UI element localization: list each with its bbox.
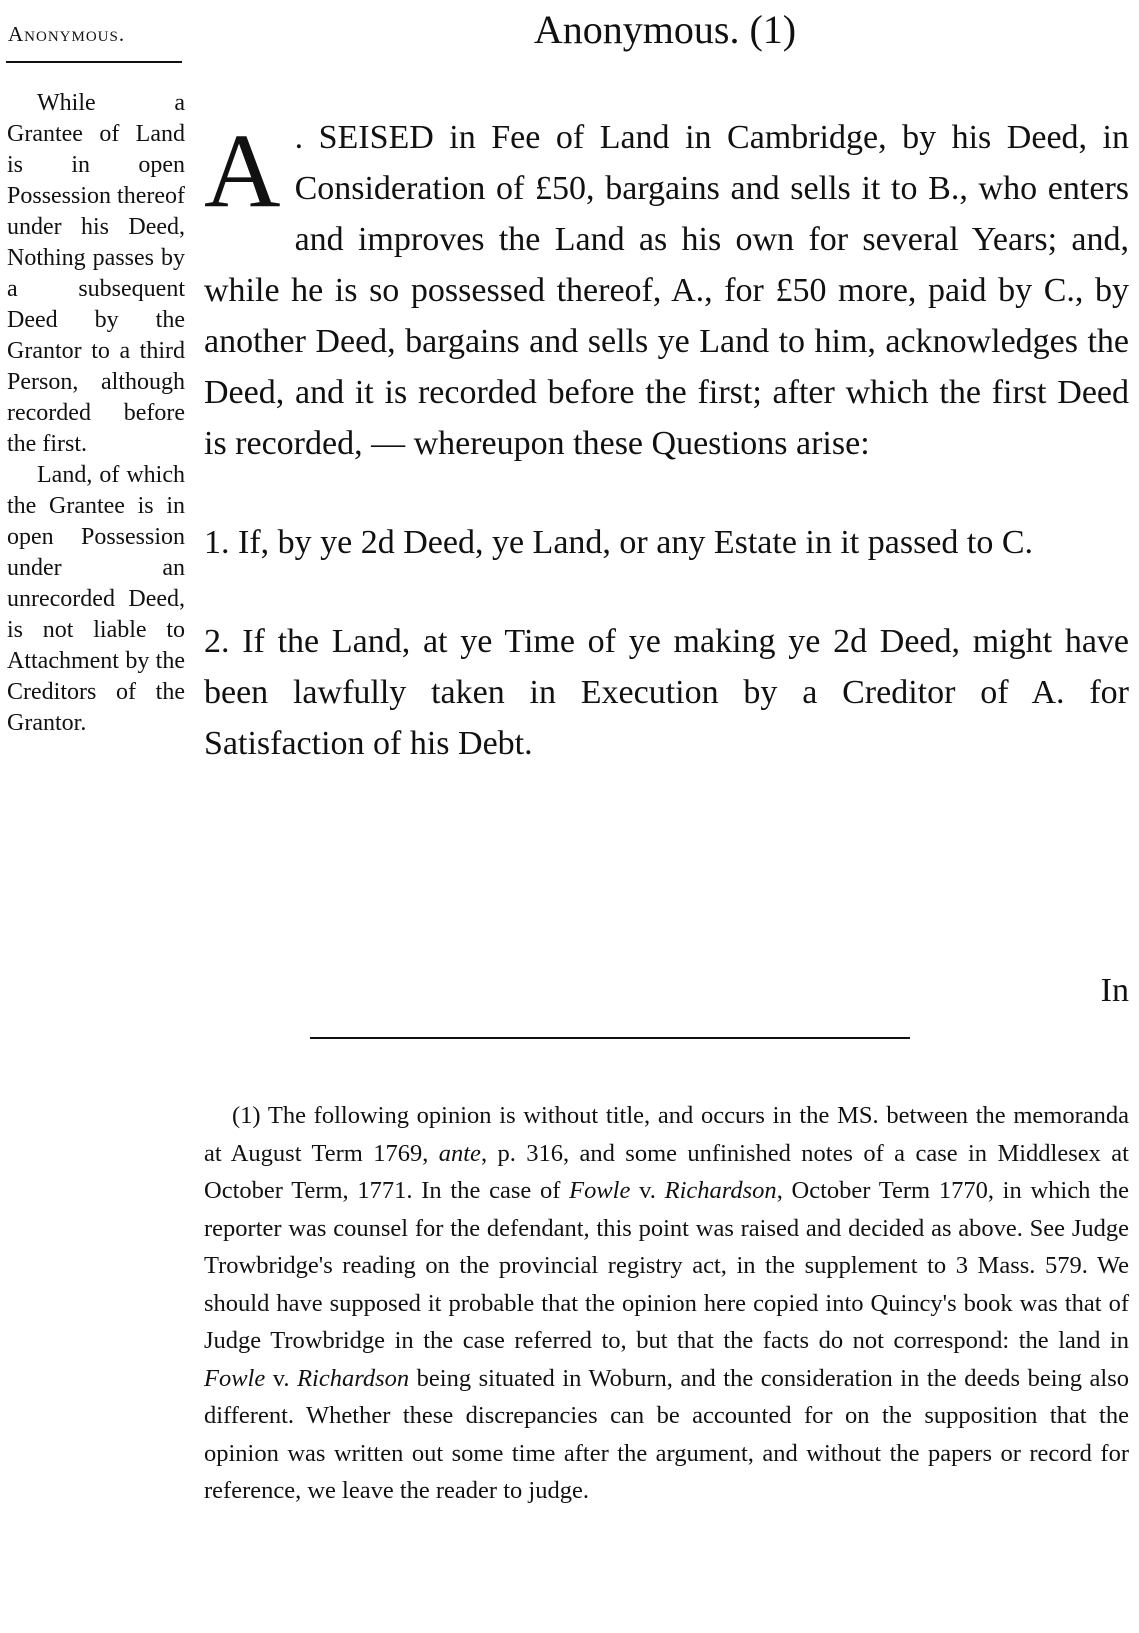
page-title: Anonymous. (1): [533, 7, 797, 52]
case-name: Fowle: [204, 1364, 266, 1392]
footnote: [204, 1097, 1129, 1510]
footnote-text: v.: [630, 1177, 665, 1204]
margin-note: Land, of which the Grantee is in open Possession under an unrecorded Deed, is not liable to Attachment by the Creditors of the Grantor.: [7, 462, 185, 736]
opening-paragraph: [204, 112, 1129, 469]
footnote-text: v.: [265, 1364, 298, 1392]
question-1: 1. If, by ye 2d Deed, ye Land, or any Estate in it passed to C.: [204, 524, 1034, 561]
footnote-rule: [310, 1037, 910, 1039]
footnote-paragraph: [204, 1097, 1129, 1510]
case-name: Fowle: [569, 1177, 631, 1204]
opening-text: . SEISED in Fee of Land in Cambridge, by his Deed, in Consideration of £50, bargains and sells it to B., who enters and improves the Land as his own for several Years; and, while he is so possessed thereof, A., for £50 more, paid by C., by another Deed, bargains and sells ye Land to him, acknowledges the Deed, and it is recorded before the first; after which the first Deed is recorded, — whereupon these Questions arise:: [204, 119, 1129, 462]
question-2: 2. If the Land, at ye Time of ye making ye 2d Deed, might have been lawfully taken in Execution by a Creditor of A. for Satisfaction of his Debt.: [204, 623, 1129, 762]
header-rule: [6, 61, 182, 63]
footnote-text: , October Term 1770, in which the reporter was counsel for the defendant, this point was raised and decided as above. See Judge Trowbridge's reading on the provincial registry act, in the supplement to 3 Mass. 579. We should have supposed it probable that the opinion here copied into Quincy's book was that of Judge Trowbridge in the case referred to, but that the facts do not correspond: the land in: [204, 1177, 1130, 1354]
case-name: Richardson: [297, 1364, 410, 1392]
margin-notes: [7, 88, 185, 739]
footnote-text: being situated in Woburn, and the consideration in the deeds being also different. Whether these discrepancies can be accounted for on the supposition that the opinion was written out some time after the argument, and without the papers or record for reference, we leave the reader to judge.: [204, 1364, 1129, 1504]
running-head: Anonymous.: [8, 22, 126, 46]
footnote-ante: ante: [438, 1139, 481, 1167]
margin-note: While a Grantee of Land is in open Possession thereof under his Deed, Nothing passes by a subsequent Deed by the Grantor to a third Person, although recorded before the first.: [7, 90, 185, 457]
case-name: Richardson: [664, 1177, 777, 1204]
drop-cap: A: [204, 112, 281, 229]
footnote-text: , p. 316, and some unfinished notes of a case in Middlesex at October Term, 1771. In the case of: [204, 1139, 1129, 1204]
footnote-text: (1) The following opinion is without title, and occurs in the MS. between the memoranda at August Term 1769,: [204, 1102, 1129, 1167]
catchword: In: [1100, 972, 1129, 1009]
main-text: [204, 112, 1129, 769]
